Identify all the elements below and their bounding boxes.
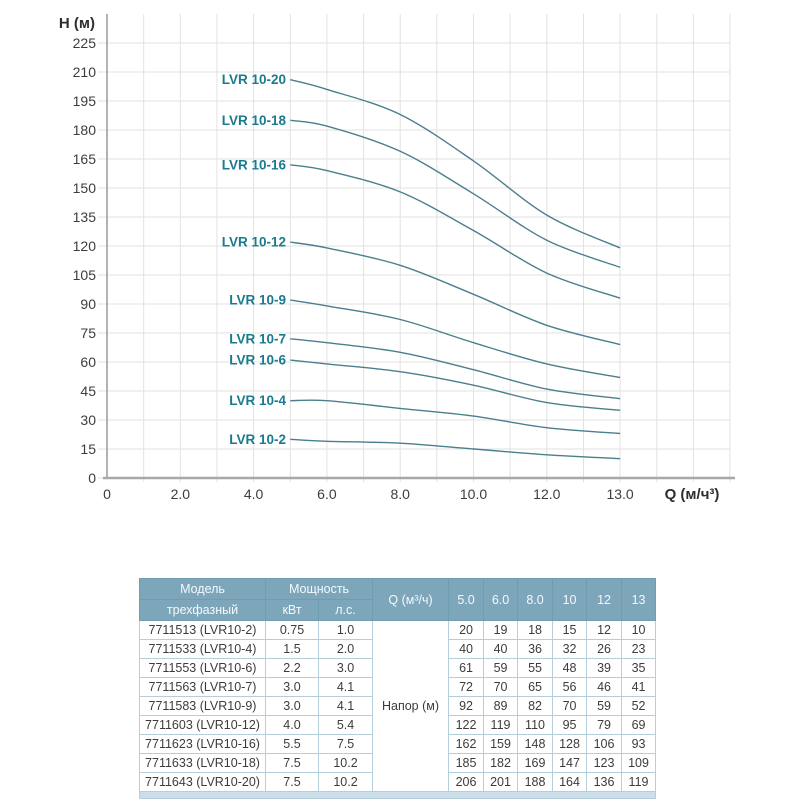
head-value-cell: 61 [449, 659, 484, 678]
curve-LVR-10-12 [290, 242, 620, 345]
head-value-cell: 12 [587, 621, 622, 640]
head-value-cell: 109 [622, 754, 656, 773]
curve-label-LVR-10-9: LVR 10-9 [229, 292, 286, 308]
head-value-cell: 185 [449, 754, 484, 773]
y-axis-title: Н (м) [58, 15, 95, 32]
model-cell: 7711553 (LVR10-6) [140, 659, 266, 678]
head-value-cell: 182 [484, 754, 518, 773]
y-tick-label: 60 [80, 354, 96, 370]
y-tick-label: 75 [80, 325, 96, 341]
hp-cell: 2.0 [319, 640, 373, 659]
head-value-cell: 19 [484, 621, 518, 640]
kw-cell: 2.2 [266, 659, 319, 678]
header-q-13: 13 [622, 579, 656, 621]
curve-LVR-10-6 [290, 360, 620, 410]
y-tick-label: 90 [80, 296, 96, 312]
kw-cell: 4.0 [266, 716, 319, 735]
x-tick-label: 4.0 [243, 486, 264, 502]
head-value-cell: 136 [587, 773, 622, 792]
head-value-cell: 188 [518, 773, 553, 792]
kw-cell: 7.5 [266, 773, 319, 792]
model-cell: 7711583 (LVR10-9) [140, 697, 266, 716]
head-value-cell: 23 [622, 640, 656, 659]
head-value-cell: 15 [553, 621, 587, 640]
y-tick-label: 180 [72, 122, 96, 138]
curve-label-LVR-10-4: LVR 10-4 [229, 393, 286, 409]
curve-label-LVR-10-18: LVR 10-18 [221, 112, 286, 128]
model-cell: 7711633 (LVR10-18) [140, 754, 266, 773]
hp-cell: 4.1 [319, 678, 373, 697]
head-value-cell: 164 [553, 773, 587, 792]
y-tick-label: 195 [72, 93, 96, 109]
hp-cell: 3.0 [319, 659, 373, 678]
model-cell: 7711533 (LVR10-4) [140, 640, 266, 659]
head-value-cell: 79 [587, 716, 622, 735]
x-axis-title: Q (м/ч³) [664, 486, 720, 503]
head-value-cell: 20 [449, 621, 484, 640]
kw-cell: 7.5 [266, 754, 319, 773]
head-value-cell: 59 [587, 697, 622, 716]
y-tick-label: 225 [72, 35, 96, 51]
kw-cell: 5.5 [266, 735, 319, 754]
y-tick-label: 0 [88, 470, 96, 486]
curve-LVR-10-20 [290, 80, 620, 248]
x-tick-label: 10.0 [459, 486, 488, 502]
head-value-cell: 40 [484, 640, 518, 659]
table-footer-strip [140, 792, 656, 799]
head-value-cell: 59 [484, 659, 518, 678]
hp-cell: 4.1 [319, 697, 373, 716]
y-tick-label: 210 [72, 64, 96, 80]
curve-LVR-10-16 [290, 165, 620, 298]
head-value-cell: 159 [484, 735, 518, 754]
curve-label-LVR-10-16: LVR 10-16 [221, 157, 286, 173]
x-tick-label: 8.0 [390, 486, 410, 502]
head-value-cell: 70 [553, 697, 587, 716]
model-cell: 7711513 (LVR10-2) [140, 621, 266, 640]
table-row [140, 621, 656, 640]
head-value-cell: 128 [553, 735, 587, 754]
kw-cell: 3.0 [266, 697, 319, 716]
x-tick-label: 6.0 [317, 486, 337, 502]
head-value-cell: 110 [518, 716, 553, 735]
y-tick-label: 135 [72, 209, 96, 225]
head-value-cell: 40 [449, 640, 484, 659]
head-value-cell: 148 [518, 735, 553, 754]
head-value-cell: 119 [622, 773, 656, 792]
kw-cell: 3.0 [266, 678, 319, 697]
curve-label-LVR-10-6: LVR 10-6 [229, 352, 286, 368]
x-tick-label: 12.0 [533, 486, 561, 502]
head-value-cell: 41 [622, 678, 656, 697]
head-value-cell: 162 [449, 735, 484, 754]
head-value-cell: 65 [518, 678, 553, 697]
head-value-cell: 72 [449, 678, 484, 697]
curve-LVR-10-18 [290, 120, 620, 267]
curve-label-LVR-10-7: LVR 10-7 [229, 331, 286, 347]
head-value-cell: 18 [518, 621, 553, 640]
y-tick-label: 150 [72, 180, 96, 196]
head-value-cell: 70 [484, 678, 518, 697]
head-value-cell: 123 [587, 754, 622, 773]
model-cell: 7711643 (LVR10-20) [140, 773, 266, 792]
curve-LVR-10-9 [290, 300, 620, 377]
hp-cell: 10.2 [319, 773, 373, 792]
head-value-cell: 69 [622, 716, 656, 735]
hp-cell: 5.4 [319, 716, 373, 735]
header-hp: л.с. [319, 600, 373, 621]
y-tick-label: 165 [72, 151, 96, 167]
curve-label-LVR-10-12: LVR 10-12 [221, 234, 286, 250]
model-cell: 7711603 (LVR10-12) [140, 716, 266, 735]
y-tick-label: 105 [72, 267, 96, 283]
head-value-cell: 26 [587, 640, 622, 659]
head-value-cell: 206 [449, 773, 484, 792]
hp-cell: 1.0 [319, 621, 373, 640]
head-value-cell: 169 [518, 754, 553, 773]
y-tick-label: 15 [80, 441, 96, 457]
table-header-row-1 [140, 579, 656, 600]
head-value-cell: 35 [622, 659, 656, 678]
header-model-sub: трехфазный [140, 600, 266, 621]
table-footer-strip-cell [140, 792, 656, 799]
header-q-12: 12 [587, 579, 622, 621]
head-value-cell: 10 [622, 621, 656, 640]
head-value-cell: 95 [553, 716, 587, 735]
header-model: Модель [140, 579, 266, 600]
head-value-cell: 55 [518, 659, 553, 678]
head-value-cell: 48 [553, 659, 587, 678]
head-unit-cell: Напор (м) [373, 621, 449, 792]
pump-spec-table [139, 578, 656, 799]
header-q-6: 6.0 [484, 579, 518, 621]
model-cell: 7711623 (LVR10-16) [140, 735, 266, 754]
header-q-10: 10 [553, 579, 587, 621]
kw-cell: 0.75 [266, 621, 319, 640]
x-tick-label: 2.0 [170, 486, 191, 502]
hp-cell: 10.2 [319, 754, 373, 773]
header-q: Q (м³/ч) [373, 579, 449, 621]
header-q-5: 5.0 [449, 579, 484, 621]
y-tick-label: 120 [72, 238, 96, 254]
head-value-cell: 106 [587, 735, 622, 754]
x-tick-label: 13.0 [606, 486, 634, 502]
curve-label-LVR-10-2: LVR 10-2 [229, 431, 286, 447]
header-kw: кВт [266, 600, 319, 621]
curve-label-LVR-10-20: LVR 10-20 [221, 72, 286, 88]
head-value-cell: 39 [587, 659, 622, 678]
head-value-cell: 56 [553, 678, 587, 697]
head-value-cell: 46 [587, 678, 622, 697]
head-value-cell: 52 [622, 697, 656, 716]
head-value-cell: 92 [449, 697, 484, 716]
head-value-cell: 119 [484, 716, 518, 735]
model-cell: 7711563 (LVR10-7) [140, 678, 266, 697]
head-value-cell: 82 [518, 697, 553, 716]
y-tick-label: 30 [80, 412, 96, 428]
y-tick-label: 45 [80, 383, 96, 399]
head-value-cell: 93 [622, 735, 656, 754]
head-value-cell: 122 [449, 716, 484, 735]
header-q-8: 8.0 [518, 579, 553, 621]
head-value-cell: 89 [484, 697, 518, 716]
kw-cell: 1.5 [266, 640, 319, 659]
hp-cell: 7.5 [319, 735, 373, 754]
header-power: Мощность [266, 579, 373, 600]
head-value-cell: 36 [518, 640, 553, 659]
head-value-cell: 147 [553, 754, 587, 773]
x-tick-label: 0 [103, 486, 111, 502]
head-value-cell: 32 [553, 640, 587, 659]
head-value-cell: 201 [484, 773, 518, 792]
